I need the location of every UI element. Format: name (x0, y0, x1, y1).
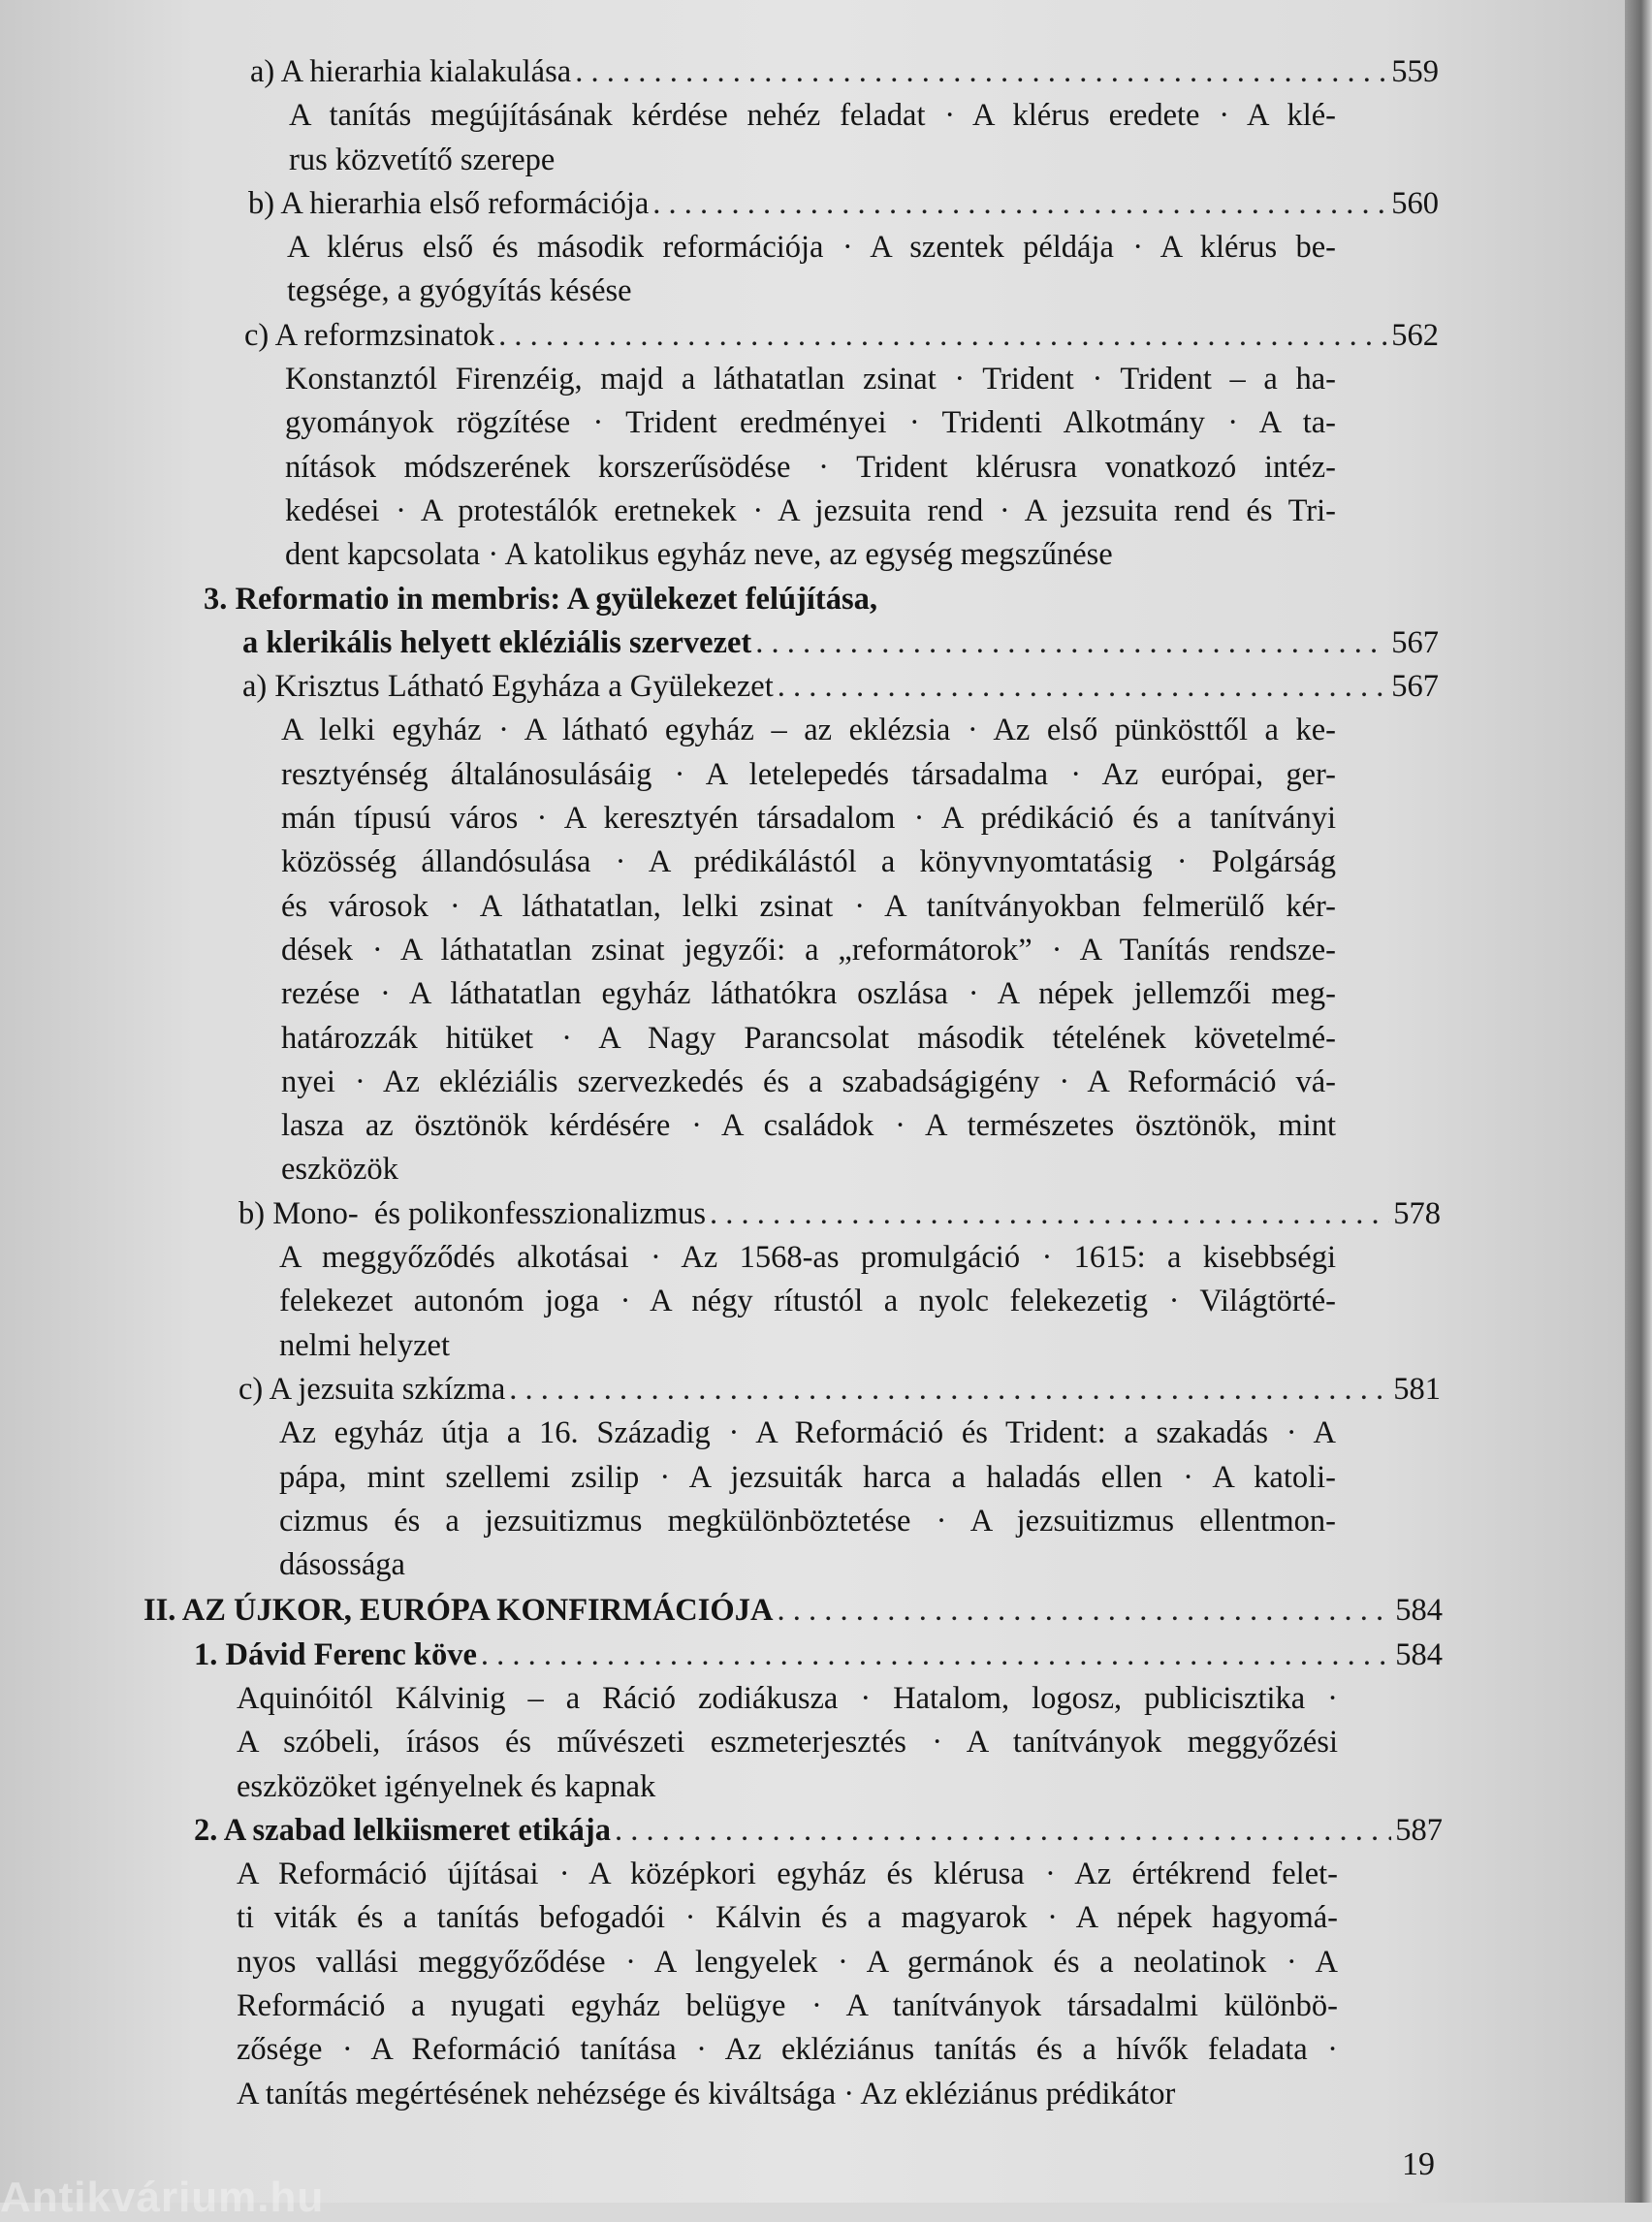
toc-page-number: 584 (1395, 1593, 1443, 1629)
toc-page-number: 567 (1391, 624, 1439, 660)
dot-leader (575, 50, 1387, 94)
toc-description-line: Reformáció a nyugati egyház belügye · A tanítványok társadalmi különbö- (237, 1988, 1338, 2024)
page-number: 19 (1402, 2146, 1435, 2182)
toc-description-line: felekezet autonóm joga · A négy rítustól a nyolc felekezetig · Világtörté- (279, 1284, 1336, 1319)
toc-entry-label: c) A reformzsinatok (244, 317, 495, 353)
toc-entry (250, 50, 1439, 94)
toc-description-line: nyei · Az ekléziális szervezkedés és a szabadságigény · A Reformáció vá- (281, 1063, 1336, 1099)
dot-leader (710, 1192, 1389, 1236)
toc-description-line: rus közvetítő szerepe (289, 142, 556, 177)
toc-description-line: A klérus első és második reformációja · A szentek példája · A klérus be- (287, 230, 1336, 266)
section-heading: 3. Reformatio in membris: A gyülekezet felújítása, (204, 581, 878, 617)
toc-description-line: Az egyház útja a 16. Századig · A Reformáció és Trident: a szakadás · A (279, 1415, 1336, 1451)
toc-description-line: ti viták és a tanítás befogadói · Kálvin és a magyarok · A népek hagyomá- (237, 1900, 1338, 1936)
toc-entry (244, 314, 1439, 358)
toc-page-number: 578 (1393, 1195, 1441, 1231)
dot-leader (509, 1368, 1389, 1412)
dot-leader (777, 1589, 1391, 1633)
toc-description-line: cizmus és a jezsuitizmus megkülönböztetése · A jezsuitizmus ellentmon- (279, 1503, 1336, 1539)
toc-description-line: gyományok rögzítése · Trident eredményei · Tridenti Alkotmány · A ta- (285, 405, 1336, 441)
toc-entry-label: II. AZ ÚJKOR, EURÓPA KONFIRMÁCIÓJA (143, 1593, 774, 1629)
toc-entry-label: a klerikális helyett ekléziális szervezet (242, 624, 752, 660)
table-of-contents (0, 50, 1652, 2116)
toc-description-line: dásossága (279, 1547, 405, 1583)
dot-leader (778, 665, 1388, 709)
toc-description-line: Konstanztól Firenzéig, majd a láthatatlan zsinat · Trident · Trident – a ha- (285, 362, 1336, 397)
toc-description-line: eszközök (281, 1152, 398, 1188)
toc-description-line: kedései · A protestálók eretnekek · A jezsuita rend · A jezsuita rend és Tri- (285, 492, 1336, 528)
toc-entry-label: c) A jezsuita szkízma (238, 1371, 506, 1407)
toc-entry-label: 2. A szabad lelkiismeret etikája (194, 1812, 612, 1848)
toc-description-line: közösség állandósulása · A prédikálástól a könyvnyomtatásig · Polgárság (281, 844, 1336, 880)
dot-leader (498, 314, 1387, 358)
toc-description-line: eszközöket igényelnek és kapnak (237, 1768, 656, 1804)
toc-description-line: A Reformáció újításai · A középkori egyház és klérusa · Az értékrend felet- (237, 1857, 1338, 1892)
dot-leader (755, 621, 1387, 665)
toc-description-line: A tanítás megértésének nehézsége és kiváltsága · Az ekléziánus prédikátor (237, 2076, 1176, 2111)
toc-entry-label: b) A hierarhia első reformációja (248, 185, 650, 221)
toc-description-line: nyos vallási meggyőződése · A lengyelek · A germánok és a neolatinok · A (237, 1944, 1338, 1980)
toc-entry (242, 621, 1439, 665)
toc-description-line: A meggyőződés alkotásai · Az 1568-as promulgáció · 1615: a kisebbségi (279, 1240, 1336, 1276)
toc-part-entry (143, 1589, 1443, 1633)
watermark-text: Antikvárium.hu (0, 2174, 325, 2221)
toc-description-line: dent kapcsolata · A katolikus egyház neve, az egység megszűnése (285, 537, 1113, 573)
toc-description-line: és városok · A láthatatlan, lelki zsinat · A tanítványokban felmerülő kér- (281, 888, 1336, 924)
toc-entry-label: a) Krisztus Látható Egyháza a Gyülekezet (242, 669, 774, 705)
toc-description-line: dések · A láthatatlan zsinat jegyzői: a „reformátorok” · A Tanítás rendsze- (281, 932, 1336, 968)
toc-page-number: 559 (1391, 54, 1439, 89)
toc-description-line: Aquinóitól Kálvinig – a Ráció zodiákusza · Hatalom, logosz, publicisztika · (237, 1680, 1338, 1716)
toc-entry-label: b) Mono- és polikonfesszionalizmus (238, 1195, 707, 1231)
toc-page-number: 567 (1391, 669, 1439, 705)
toc-description-line: tegsége, a gyógyítás késése (287, 273, 632, 309)
toc-description-line: mán típusú város · A keresztyén társadalom · A prédikáció és a tanítványi (281, 801, 1336, 837)
toc-page-number: 562 (1391, 317, 1439, 353)
toc-entry (238, 1368, 1441, 1412)
toc-description-line: resztyénség általánosulásáig · A letelepedés társadalma · Az európai, ger- (281, 756, 1336, 792)
dot-leader (481, 1634, 1391, 1677)
toc-entry (194, 1634, 1443, 1677)
toc-description-line: A szóbeli, írásos és művészeti eszmeterjesztés · A tanítványok meggyőzési (237, 1725, 1338, 1761)
toc-entry (242, 665, 1439, 709)
toc-description-line: lasza az ösztönök kérdésére · A családok · A természetes ösztönök, mint (281, 1108, 1336, 1144)
toc-description-line: zősége · A Reformáció tanítása · Az ekléziánus tanítás és a hívők feladata · (237, 2032, 1338, 2068)
toc-entry-label: 1. Dávid Ferenc köve (194, 1636, 477, 1672)
toc-description-line: A lelki egyház · A látható egyház – az eklézsia · Az első pünkösttől a ke- (281, 713, 1336, 748)
toc-page-number: 587 (1395, 1812, 1443, 1848)
toc-entry (238, 1192, 1441, 1236)
toc-entry-label: a) A hierarhia kialakulása (250, 54, 572, 89)
toc-description-line: határozzák hitüket · A Nagy Parancsolat második tételének követelmé- (281, 1020, 1336, 1056)
toc-entry (194, 1809, 1443, 1853)
toc-description-line: nelmi helyzet (279, 1327, 450, 1363)
toc-entry (248, 182, 1439, 226)
dot-leader (652, 182, 1387, 226)
toc-description-line: rezése · A láthatatlan egyház láthatókra oszlása · A népek jellemzői meg- (281, 976, 1336, 1012)
toc-description-line: nítások módszerének korszerűsödése · Trident klérusra vonatkozó intéz- (285, 449, 1336, 485)
toc-page-number: 560 (1391, 185, 1439, 221)
toc-description-line: pápa, mint szellemi zsilip · A jezsuiták harca a haladás ellen · A katoli- (279, 1459, 1336, 1495)
toc-description-line: A tanítás megújításának kérdése nehéz feladat · A klérus eredete · A klé- (289, 98, 1336, 134)
toc-page-number: 581 (1393, 1371, 1441, 1407)
toc-page-number: 584 (1395, 1636, 1443, 1672)
dot-leader (615, 1809, 1391, 1853)
